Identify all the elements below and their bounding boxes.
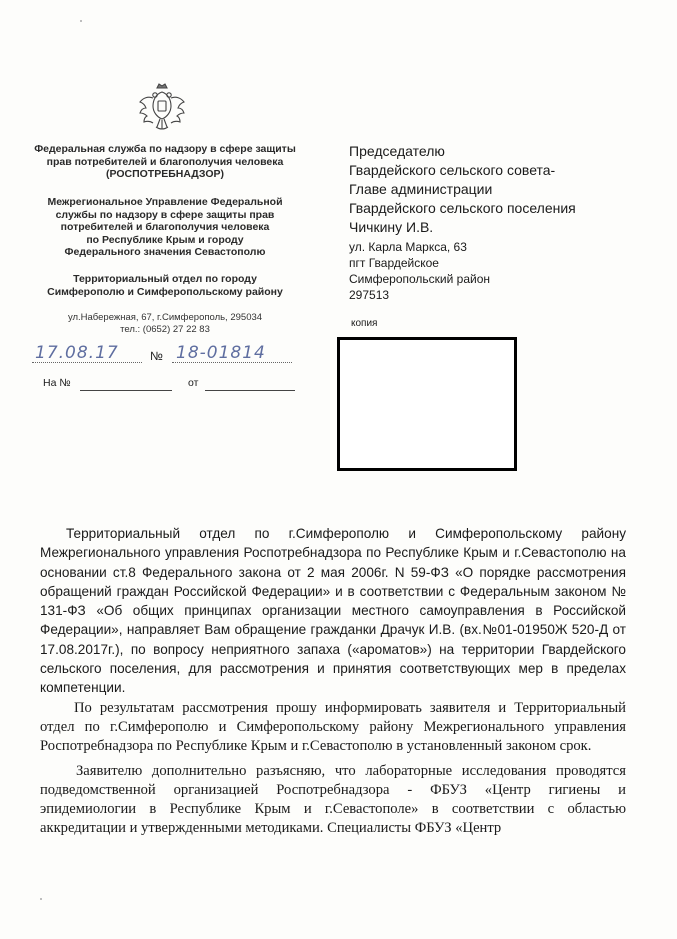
recipient-postcode: 297513 (349, 288, 390, 302)
recipient-address-line: Симферопольский район (349, 272, 491, 286)
scan-speck (40, 898, 42, 900)
body-paragraph-1: Территориальный отдел по г.Симферополю и Симферопольскому району Межрегионального управления Роспотребнадзора по Республике Крым и г.Севастополю на основании ст.8 Федерального закона от 2 мая 2006г. N 59-ФЗ «О порядке рассмотрения обращений граждан Российской Федерации» и в соответствии с Федеральным законом № 131-ФЗ «Об общих принципах организации местного самоуправления в Российской Федерации», направляет Вам обращение гражданки Драчук И.В. (вх.№01-01950Ж 520-Д от 17.08.2017г.), по вопросу неприятного запаха («ароматов») на территории Гвардейского сельского поселения, для рассмотрения и принятия соответствующих мер в пределах компетенции. (40, 526, 626, 696)
recipient-line: Гвардейского сельского совета- (349, 162, 556, 178)
recipient-address-line: пгт Гвардейское (349, 256, 439, 270)
date-underline (32, 362, 142, 363)
agency-line: прав потребителей и благополучия человека (46, 155, 284, 168)
reference-date-line (205, 390, 295, 391)
recipient-line: Председателю (349, 143, 445, 159)
regional-line: по Республике Крым и городу (86, 233, 244, 246)
regional-line: Федерального значения Севастополю (64, 246, 266, 258)
agency-name-block (26, 143, 304, 181)
body-paragraph-3: Заявителю дополнительно разъясняю, что лабораторные исследования проводятся подведомственной организацией Роспотребнадзора - ФБУЗ «Центр гигиены и эпидемиологии в Республике Крым и г.Севастополе» в соответствии с областью аккредитации и утвержденными методиками. Специалисты ФБУЗ «Центр (40, 762, 626, 837)
handwritten-number: 18-01814 (176, 343, 266, 363)
agency-line: (РОСПОТРЕБНАДЗОР) (105, 168, 225, 180)
recipient-line: Гвардейского сельского поселения (349, 200, 576, 216)
reference-number-line (80, 390, 172, 391)
agency-line: Федеральная служба по надзору в сфере защиты (34, 143, 296, 155)
recipient-block (349, 142, 576, 303)
regional-office-block (26, 196, 304, 259)
phone-line: тел.: (0652) 27 22 83 (120, 324, 210, 335)
recipient-name: Чичкину И.В. (349, 219, 434, 235)
reference-number-label: На № (43, 377, 71, 389)
handwritten-date: 17.08.17 (35, 343, 119, 363)
reference-date-label: от (188, 377, 199, 389)
department-block (26, 273, 304, 298)
letter-body (40, 524, 626, 839)
recipient-line: Главе администрации (349, 181, 493, 197)
department-line: Симферополю и Симферопольскому району (47, 285, 283, 298)
number-sign: № (150, 349, 163, 363)
department-line: Территориальный отдел по городу (73, 273, 257, 285)
redacted-box (337, 337, 517, 471)
copy-label: копия (351, 318, 378, 329)
recipient-address-line: ул. Карла Маркса, 63 (349, 240, 467, 254)
number-underline (172, 362, 292, 363)
agency-address (26, 312, 304, 336)
regional-line: Межрегиональное Управление Федеральной (47, 196, 283, 208)
regional-line: потребителей и благополучия человека (60, 221, 270, 233)
scan-speck (80, 20, 82, 22)
regional-line: службы по надзору в сфере защиты прав (55, 208, 275, 221)
body-paragraph-2: По результатам рассмотрения прошу информировать заявителя и Территориальный отдел по г.Симферополю и Симферопольскому району Межрегионального управления Роспотребнадзора по Республике Крым и г.Севастополю в установленный законом срок. (40, 699, 626, 755)
address-line: ул.Набережная, 67, г.Симферополь, 295034 (67, 312, 263, 323)
double-headed-eagle-emblem-icon (138, 82, 186, 134)
